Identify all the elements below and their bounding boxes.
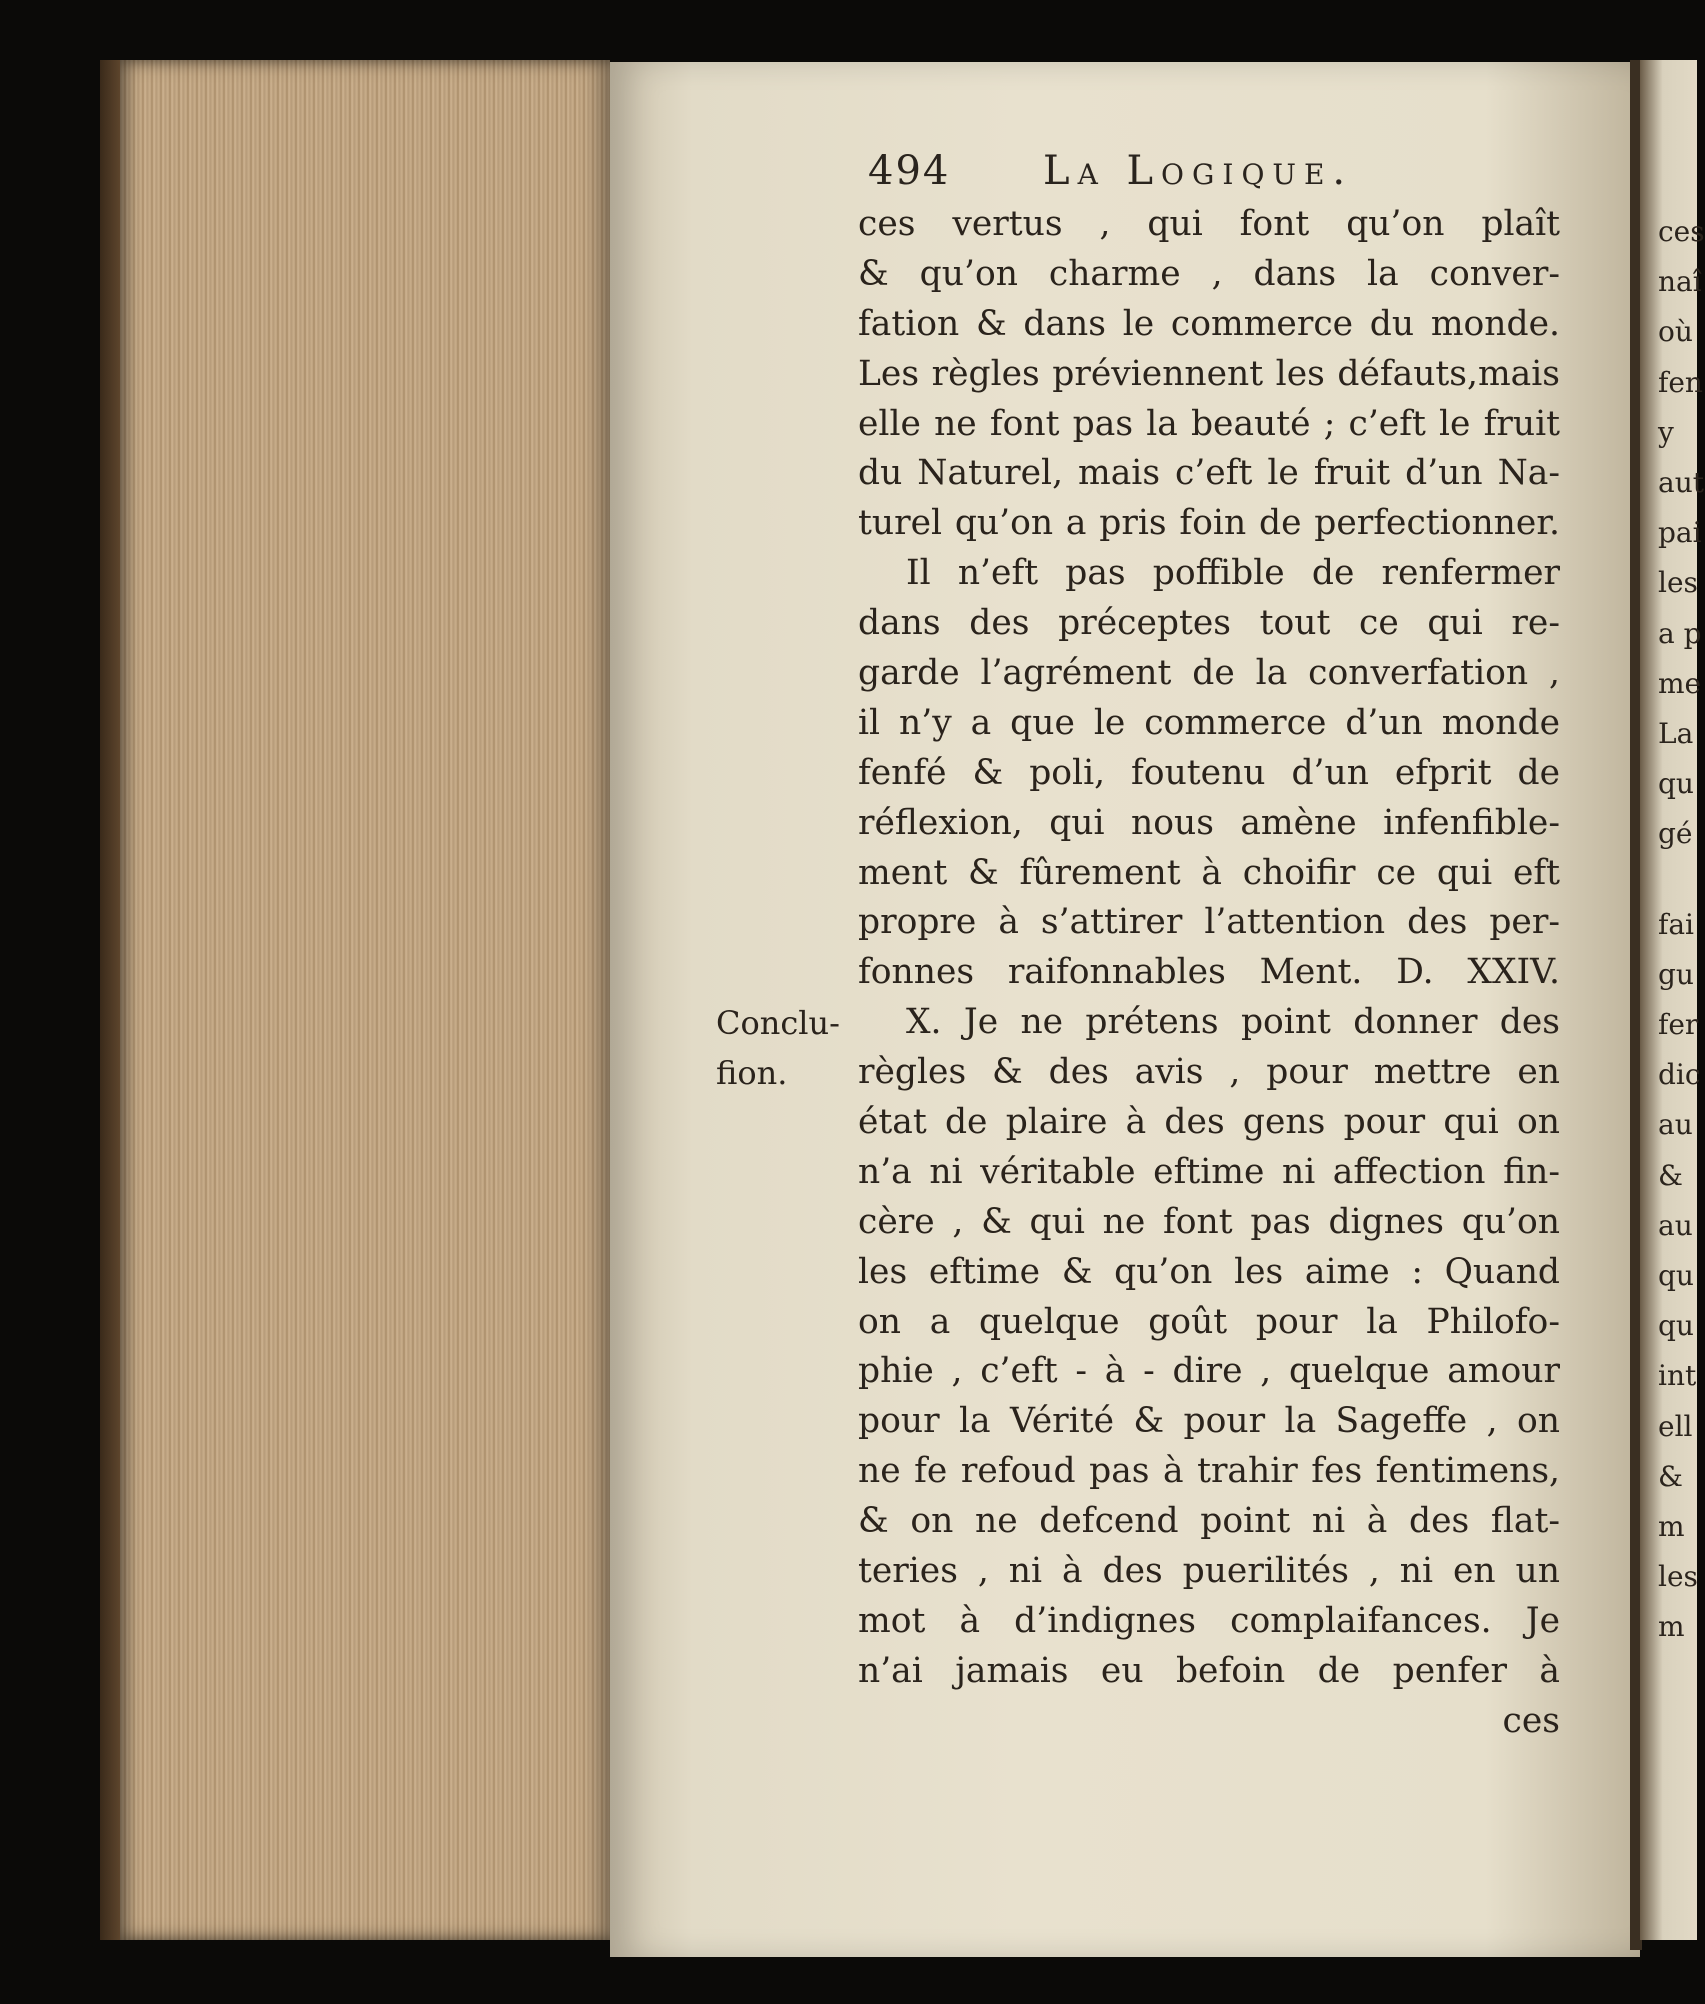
text-line: ne fe refoud pas à trahir fes fentimens, [858,1451,1560,1492]
facing-page-fragment: fai [1658,907,1695,941]
facing-page-fragment: les [1658,1560,1698,1594]
text-line: fenfé & poli, foutenu d’un efprit de [858,752,1560,793]
facing-page-fragment: a p [1658,616,1702,650]
text-line: on a quelque goût pour la Philofo- [858,1301,1560,1342]
text-line: elle ne font pas la beauté ; c’eft le fruit [858,403,1560,444]
text-line: & on ne defcend point ni à des flat- [858,1501,1560,1542]
text-line: dans des préceptes tout ce qui re- [858,603,1560,644]
body-text [858,200,1560,1747]
facing-page-fragment: au [1658,1208,1693,1242]
facing-page-fragment: au [1658,1108,1693,1142]
facing-page-fragment: int [1658,1359,1697,1393]
facing-page-fragment: où [1658,315,1693,349]
facing-page-fragment: qu [1658,767,1694,801]
text-line: propre à s’attirer l’attention des per- [858,902,1560,943]
text-line: ces vertus , qui font qu’on plaît [858,204,1560,244]
text-line: du Naturel, mais c’eft le fruit d’un Na- [858,453,1560,494]
text-line: n’ai jamais eu befoin de penfer à [858,1650,1560,1691]
facing-page-fragment: ces [1658,215,1705,248]
book-page-edges [120,60,610,1940]
text-line: garde l’agrément de la converfation , [858,653,1560,694]
page-header [868,148,1568,198]
text-line: il n’y a que le commerce d’un monde [858,702,1560,743]
text-line: phie , c’eft - à - dire , quelque amour [858,1351,1560,1392]
facing-page-fragment: aut [1658,466,1704,499]
facing-page-fragment: La [1658,717,1694,750]
text-line: mot à d’indignes complaifances. Je [858,1600,1560,1641]
facing-page-fragment: pai [1658,516,1702,550]
marginal-note [716,998,840,1098]
facing-page-fragment: les [1658,566,1698,600]
facing-page-fragment: m [1658,1610,1685,1644]
facing-page-fragment: qu [1658,1259,1694,1292]
text-line: pour la Vérité & pour la Sageffe , on [858,1401,1560,1442]
facing-page-fragment: m [1658,1510,1685,1543]
text-line: état de plaire à des gens pour qui on [858,1102,1560,1143]
text-line: ment & fûrement à choifir ce qui eft [858,852,1560,893]
facing-page-fragment: y [1658,415,1674,449]
text-line: turel qu’on a pris foin de perfectionner. [858,503,1560,544]
catchword: ces [1502,1700,1560,1741]
facing-page-fragment: ell [1658,1409,1693,1443]
facing-page-fragment: gé [1658,817,1693,851]
text-line: n’a ni véritable eftime ni affection fin- [858,1151,1560,1192]
facing-page-fragment: me [1658,666,1702,700]
facing-page-fragment: fen [1658,365,1703,399]
marginal-note-line: fion. [716,1054,788,1092]
page-number: 494 [868,148,951,194]
text-line: fation & dans le commerce du monde. [858,303,1560,344]
marginal-note-line: Conclu- [716,1004,840,1042]
text-line: cère , & qui ne font pas dignes qu’on [858,1201,1560,1242]
facing-page-fragment: naî [1658,265,1702,299]
facing-page-fragment: & [1658,1158,1683,1192]
running-title: La Logique. [1043,148,1354,194]
text-line: Les règles préviennent les défauts,mais [858,353,1560,394]
text-line: Il n’eft pas poffible de renfermer [906,553,1560,594]
text-line: & qu’on charme , dans la conver- [858,253,1560,294]
facing-page-fragment: qu [1658,1309,1694,1343]
facing-page-fragment: dic [1658,1058,1701,1092]
text-line: teries , ni à des puerilités , ni en un [858,1551,1560,1592]
facing-page-fragment: & [1658,1459,1683,1493]
text-line: les eftime & qu’on les aime : Quand [858,1251,1560,1292]
text-line: fonnes raifonnables Ment. D. XXIV. [858,952,1560,993]
facing-page-fragment: gu [1658,957,1694,991]
facing-page-fragment: fer [1658,1008,1699,1041]
text-line: réflexion, qui nous amène infenfible- [858,802,1560,843]
text-line: règles & des avis , pour mettre en [858,1052,1560,1093]
text-line: X. Je ne prétens point donner des [906,1002,1560,1043]
